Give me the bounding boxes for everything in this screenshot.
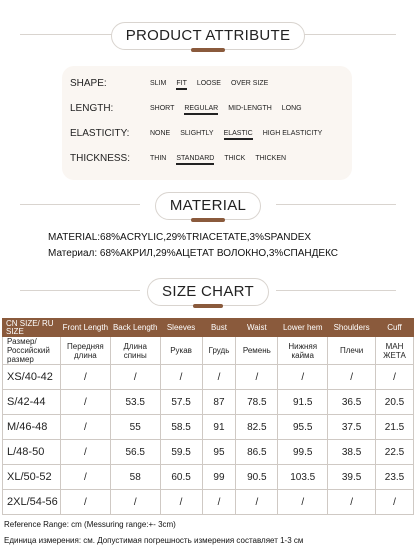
table-cell: / <box>278 490 328 515</box>
table-cell: Нижняя кайма <box>278 337 328 365</box>
material-english: MATERIAL:68%ACRYLIC,29%TRIACETATE,3%SPANDEX <box>48 232 312 243</box>
table-cell: 39.5 <box>328 465 376 490</box>
attr-label: SHAPE: <box>70 78 107 89</box>
table-ru-header-row <box>3 337 414 365</box>
table-header-cell: Lower hem <box>278 319 328 337</box>
section-title-material: MATERIAL <box>155 192 261 220</box>
table-cell: 2XL/54-56 <box>3 490 61 515</box>
footer-reference-en: Reference Range: cm (Messuring range:+- 3cm) <box>4 520 176 529</box>
table-cell: / <box>160 365 202 390</box>
size-chart-header <box>0 278 416 306</box>
table-row <box>3 390 414 415</box>
attr-row-shape <box>70 78 278 89</box>
table-cell: 20.5 <box>376 390 414 415</box>
table-cell: Рукав <box>160 337 202 365</box>
attr-option: SHORT <box>150 105 175 112</box>
table-cell: / <box>60 415 110 440</box>
table-cell: 78.5 <box>236 390 278 415</box>
table-cell: 57.5 <box>160 390 202 415</box>
table-cell: 99.5 <box>278 440 328 465</box>
table-header-cell: Waist <box>236 319 278 337</box>
product-attribute-header <box>0 22 416 50</box>
table-cell: / <box>60 440 110 465</box>
table-row <box>3 365 414 390</box>
table-cell: 56.5 <box>110 440 160 465</box>
table-header-cell: Shoulders <box>328 319 376 337</box>
table-cell: 91.5 <box>278 390 328 415</box>
table-cell: 58 <box>110 465 160 490</box>
table-cell: / <box>60 490 110 515</box>
table-cell: / <box>376 490 414 515</box>
attr-option: MID-LENGTH <box>228 105 272 112</box>
table-cell: 59.5 <box>160 440 202 465</box>
attr-option-selected: REGULAR <box>184 105 219 112</box>
attr-option: HIGH ELASTICITY <box>262 130 323 137</box>
table-cell: 22.5 <box>376 440 414 465</box>
attr-row-length <box>70 103 312 114</box>
attr-row-elasticity <box>70 128 332 139</box>
attr-option-selected: STANDARD <box>176 155 215 162</box>
table-cell: 60.5 <box>160 465 202 490</box>
table-cell: / <box>236 490 278 515</box>
attr-option: LOOSE <box>196 80 221 87</box>
table-header-cell: Sleeves <box>160 319 202 337</box>
table-cell: Грудь <box>202 337 236 365</box>
attr-option: SLIGHTLY <box>180 130 214 137</box>
table-cell: 95.5 <box>278 415 328 440</box>
attr-option-selected: ELASTIC <box>223 130 253 137</box>
table-cell: / <box>202 365 236 390</box>
material-header <box>0 192 416 220</box>
table-cell: S/42-44 <box>3 390 61 415</box>
material-russian: Материал: 68%АКРИЛ,29%АЦЕТАТ ВОЛОКНО,3%СПАНДЕКС <box>48 248 339 259</box>
table-cell: XS/40-42 <box>3 365 61 390</box>
table-cell: МАН ЖЕТА <box>376 337 414 365</box>
section-title-size-chart: SIZE CHART <box>147 278 269 306</box>
table-cell: 38.5 <box>328 440 376 465</box>
table-cell: XL/50-52 <box>3 465 61 490</box>
table-header-row <box>3 319 414 337</box>
table-cell: 87 <box>202 390 236 415</box>
attr-label: THICKNESS: <box>70 153 131 164</box>
attribute-panel <box>62 66 352 180</box>
table-cell: / <box>278 365 328 390</box>
table-cell: 90.5 <box>236 465 278 490</box>
table-row <box>3 415 414 440</box>
table-cell: / <box>60 390 110 415</box>
table-cell: / <box>160 490 202 515</box>
attr-option: SLIM <box>150 80 167 87</box>
table-cell: Ремень <box>236 337 278 365</box>
table-cell: Плечи <box>328 337 376 365</box>
size-table <box>2 318 414 515</box>
table-header-cell: Back Length <box>110 319 160 337</box>
table-cell: Размер/ Российский размер <box>3 337 61 365</box>
section-title-attribute: PRODUCT ATTRIBUTE <box>111 22 306 50</box>
table-cell: M/46-48 <box>3 415 61 440</box>
table-cell: 95 <box>202 440 236 465</box>
attr-row-thickness <box>70 153 296 164</box>
table-row <box>3 440 414 465</box>
table-header-cell: Cuff <box>376 319 414 337</box>
table-cell: 58.5 <box>160 415 202 440</box>
table-cell: 55 <box>110 415 160 440</box>
table-cell: / <box>236 365 278 390</box>
attr-option: LONG <box>281 105 302 112</box>
table-cell: / <box>60 465 110 490</box>
table-cell: 91 <box>202 415 236 440</box>
table-row <box>3 490 414 515</box>
table-cell: 36.5 <box>328 390 376 415</box>
attr-option: THICKEN <box>255 155 287 162</box>
table-cell: 23.5 <box>376 465 414 490</box>
table-cell: / <box>328 365 376 390</box>
attr-option: NONE <box>150 130 171 137</box>
table-cell: 103.5 <box>278 465 328 490</box>
table-header-cell: Front Length <box>60 319 110 337</box>
footer-reference-ru: Единица измерения: см. Допустимая погрешность измерения составляет 1-3 см <box>4 536 304 545</box>
table-cell: 21.5 <box>376 415 414 440</box>
attr-option: THICK <box>224 155 246 162</box>
table-cell: / <box>60 365 110 390</box>
table-cell: 53.5 <box>110 390 160 415</box>
table-cell: L/48-50 <box>3 440 61 465</box>
table-cell: Передняя длина <box>60 337 110 365</box>
table-cell: 37.5 <box>328 415 376 440</box>
table-row <box>3 465 414 490</box>
table-cell: / <box>110 490 160 515</box>
attr-label: ELASTICITY: <box>70 128 130 139</box>
table-cell: 82.5 <box>236 415 278 440</box>
table-cell: / <box>328 490 376 515</box>
table-cell: / <box>376 365 414 390</box>
attr-option: THIN <box>150 155 167 162</box>
table-cell: 86.5 <box>236 440 278 465</box>
attr-option-selected: FIT <box>176 80 187 87</box>
table-header-cell: Bust <box>202 319 236 337</box>
attr-option: OVER SIZE <box>230 80 269 87</box>
table-cell: / <box>202 490 236 515</box>
table-header-cell: CN SIZE/ RU SIZE <box>3 319 61 337</box>
table-cell: Длина спины <box>110 337 160 365</box>
table-cell: 99 <box>202 465 236 490</box>
table-cell: / <box>110 365 160 390</box>
attr-label: LENGTH: <box>70 103 114 114</box>
